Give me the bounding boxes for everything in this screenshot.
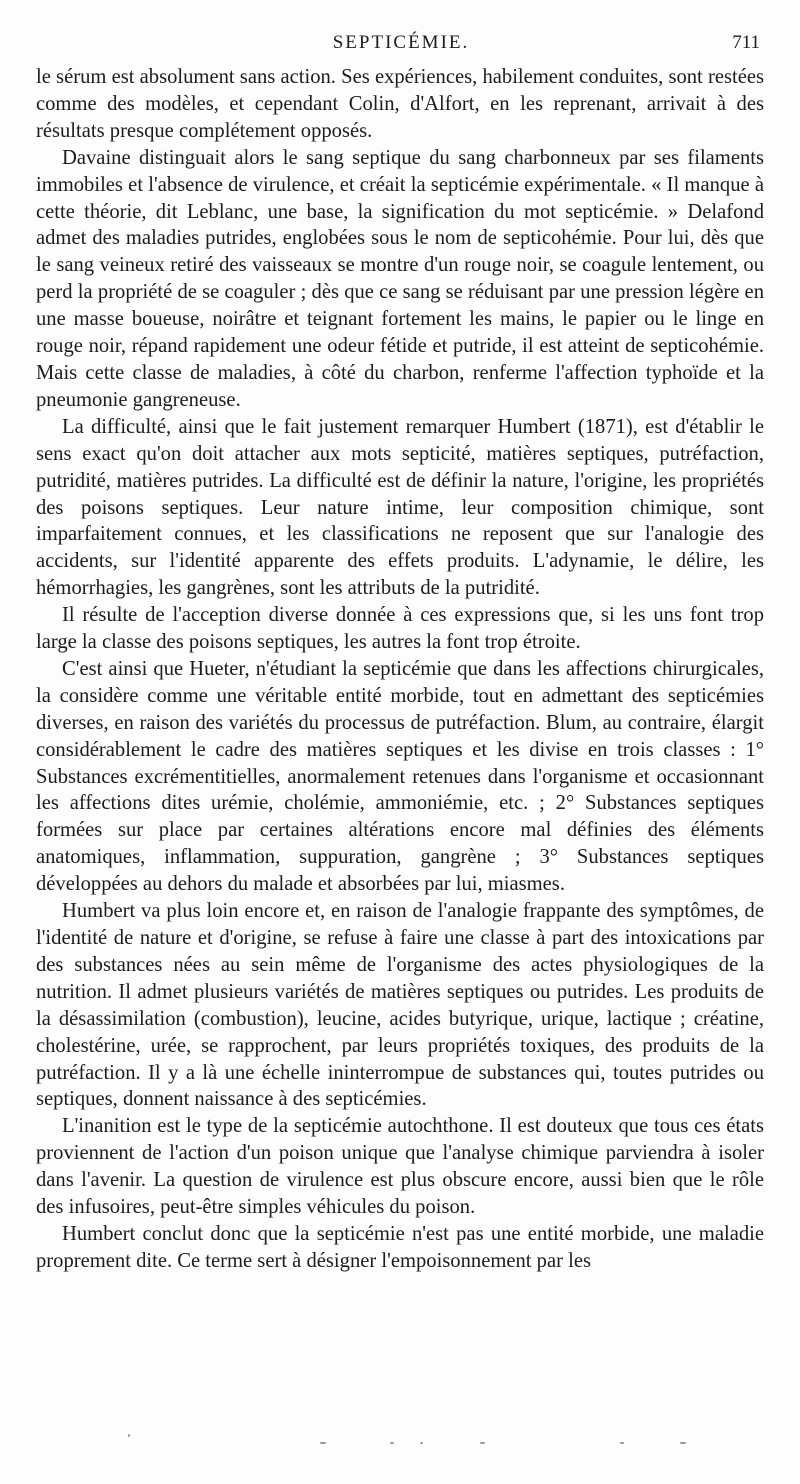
paragraph-5: C'est ainsi que Hueter, n'étudiant la septicémie que dans les affections chirurgicales, la considère comme une véritable entité morbide, tout en admettant des septicémies diverses, en raison des variétés du processus de putréfaction. Blum, au contraire, élargit considérablement le cadre des matières septiques et les divise en trois classes : 1° Substances excrémentitielles, anormalement retenues dans l'organisme et occasionnant les affections dites urémie, cholémie, ammoniémie, etc. ; 2° Substances septiques formées sur place par certaines altérations encore mal définies des éléments anatomiques, inflammation, suppuration, gangrène ; 3° Substances septiques développées au dehors du malade et absorbées par lui, miasmes. xyxy=(36,657,764,896)
scan-speck xyxy=(390,1442,394,1444)
paragraph-7: L'inanition est le type de la septicémie autochthone. Il est douteux que tous ces états proviennent de l'action d'un poison unique que l'analyse chimique parviendra à isoler dans l'avenir. La question de virulence est plus obscure encore, aussi bien que le rôle des infusoires, peut-être simples véhicules du poison. xyxy=(36,1115,764,1219)
paragraph-6: Humbert va plus loin encore et, en raison de l'analogie frappante des symptômes, de l'identité de nature et d'origine, se refuse à faire une classe à part des intoxications par des substances nées au sein même de l'organisme des actes physiologiques de la nutrition. Il admet plusieurs variétés de matières septiques ou putrides. Les produits de la désassimilation (combustion), leucine, acides butyrique, urique, lactique ; créatine, cholestérine, urée, se rapprochent, par leurs propriétés toxiques, des produits de la putréfaction. Il y a là une échelle ininterrompue de substances qui, toutes putrides ou septiques, donnent naissance à des septicémies. xyxy=(36,900,764,1111)
scan-speck xyxy=(128,1434,130,1437)
paragraph-8: Humbert conclut donc que la septicémie n'est pas une entité morbide, une maladie proprement dite. Ce terme sert à désigner l'empoisonnement par les xyxy=(36,1222,764,1272)
paragraph-2: Davaine distinguait alors le sang septique du sang charbonneux par ses filaments immobiles et l'absence de virulence, et créait la septicémie expérimentale. « Il manque à cette théorie, dit Leblanc, une base, la signification du mot septicémie. » Delafond admet des maladies putrides, englobées sous le nom de septicohémie. Pour lui, dès que le sang veineux retiré des vaisseaux se montre d'un rouge noir, se coagule lentement, ou perd la propriété de se coaguler ; dès que ce sang se réduisant par une pression légère en une masse boueuse, noirâtre et teignant fortement les mains, le papier ou le linge en rouge noir, répand rapidement une odeur fétide et putride, il est atteint de septicohémie. Mais cette classe de maladies, à côté du charbon, renferme l'affection typhoïde et la pneumonie gangreneuse. xyxy=(36,146,764,411)
scan-specks xyxy=(120,1430,720,1450)
scan-speck xyxy=(320,1442,326,1444)
paragraph-1: le sérum est absolument sans action. Ses expériences, habilement conduites, sont restées comme des modèles, et cependant Colin, d'Alfort, en les reprenant, arrivait à des résultats presque complétement opposés. xyxy=(36,66,764,142)
running-head xyxy=(36,28,766,58)
scan-speck xyxy=(680,1442,686,1444)
paragraph-3: La difficulté, ainsi que le fait justement remarquer Humbert (1871), est d'établir le sens exact qu'on doit attacher aux mots septicité, matières septiques, putréfaction, putridité, matières putrides. La difficulté est de définir la nature, l'origine, les propriétés des poisons septiques. Leur nature intime, leur composition chimique, sont imparfaitement connues, et les classifications ne reposent que sur l'analogie des accidents, sur l'identité apparente des effets produits. L'adynamie, le délire, les hémorrhagies, les gangrènes, sont les attributs de la putridité. xyxy=(36,415,764,600)
body-text xyxy=(36,64,764,1275)
page-number: 711 xyxy=(732,32,760,53)
running-title: SEPTICÉMIE. xyxy=(332,32,470,53)
scan-speck xyxy=(620,1442,624,1444)
paragraph-4: Il résulte de l'acception diverse donnée à ces expressions que, si les uns font trop large la classe des poisons septiques, les autres la font trop étroite. xyxy=(36,604,764,654)
scan-speck xyxy=(480,1442,485,1444)
scan-speck xyxy=(420,1442,423,1444)
